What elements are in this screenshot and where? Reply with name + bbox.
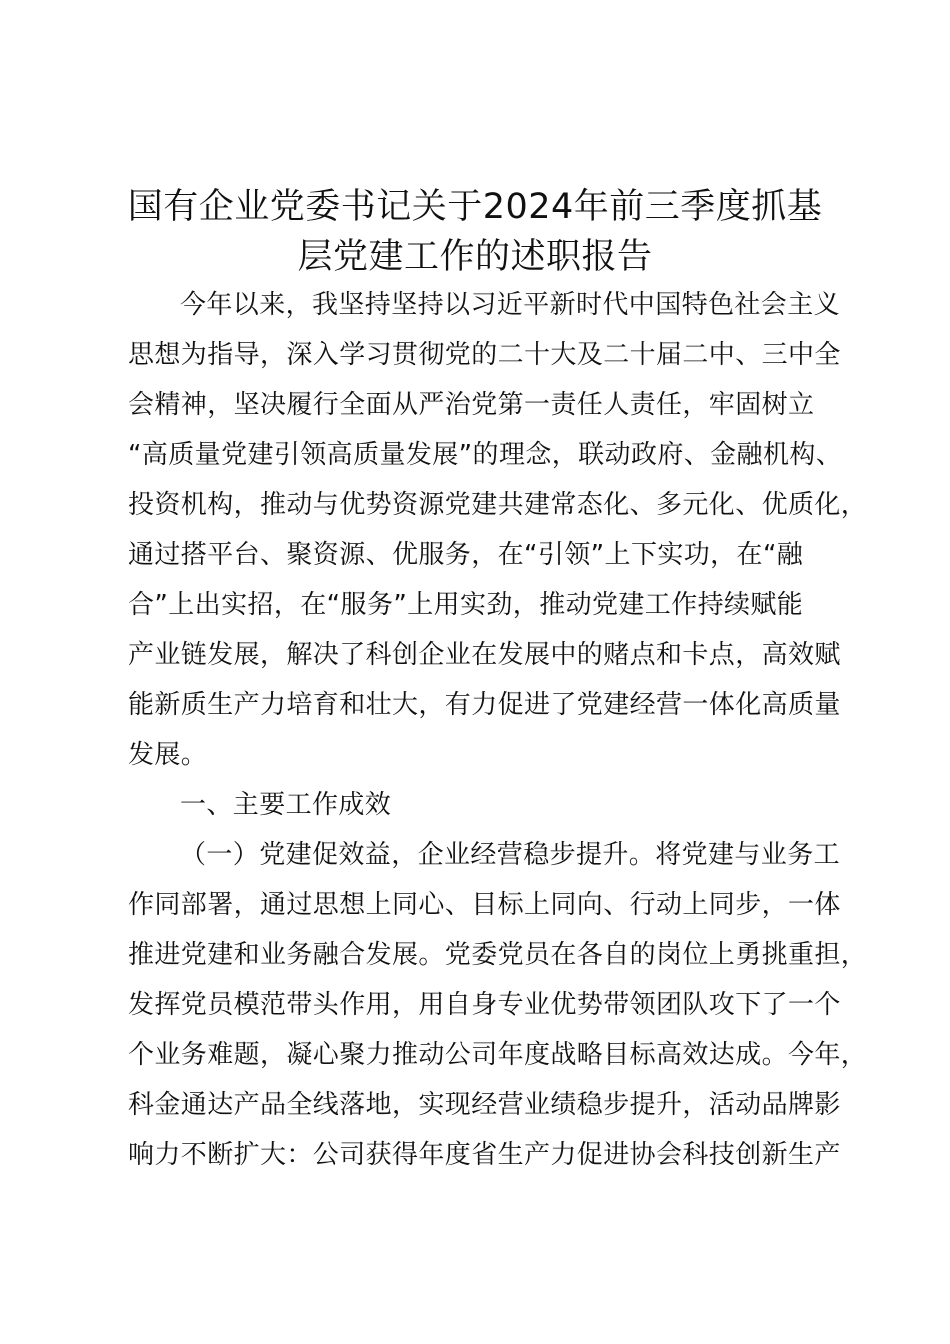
paragraph-line: 发展。 <box>128 740 208 770</box>
paragraph-line: （一）党建促效益，企业经营稳步提升。将党建与业务工 <box>180 840 841 870</box>
section-heading: 一、主要工作成效 <box>180 790 392 820</box>
paragraph-line: 产业链发展，解决了科创企业在发展中的赌点和卡点，高效赋 <box>128 640 841 670</box>
title-line: 国有企业党委书记关于2024年前三季度抓基 <box>127 187 823 227</box>
paragraph-intro <box>128 280 868 780</box>
paragraph-line: 响力不断扩大：公司获得年度省生产力促进协会科技创新生产 <box>128 1140 841 1170</box>
paragraph-line: “高质量党建引领高质量发展”的理念，联动政府、金融机构、 <box>128 440 843 470</box>
paragraph-line: 能新质生产力培育和壮大，有力促进了党建经营一体化高质量 <box>128 690 841 720</box>
paragraph-section-1 <box>128 830 868 1180</box>
paragraph-line: 科金通达产品全线落地，实现经营业绩稳步提升，活动品牌影 <box>128 1090 841 1120</box>
paragraph-line: 思想为指导，深入学习贯彻党的二十大及二十届二中、三中全 <box>128 340 841 370</box>
paragraph-line: 通过搭平台、聚资源、优服务，在“引领”上下实功，在“融 <box>128 540 804 570</box>
paragraph-line: 推进党建和业务融合发展。党委党员在各自的岗位上勇挑重担， <box>128 940 868 970</box>
paragraph-line: 投资机构，推动与优势资源党建共建常态化、多元化、优质化， <box>128 490 868 520</box>
paragraph-line: 作同部署，通过思想上同心、目标上同向、行动上同步，一体 <box>128 890 841 920</box>
paragraph-line: 今年以来，我坚持坚持以习近平新时代中国特色社会主义 <box>180 290 841 320</box>
paragraph-line: 个业务难题，凝心聚力推动公司年度战略目标高效达成。今年， <box>128 1040 868 1070</box>
document-title <box>100 182 850 282</box>
paragraph-line: 合”上出实招，在“服务”上用实劲，推动党建工作持续赋能 <box>128 590 804 620</box>
paragraph-line: 会精神，坚决履行全面从严治党第一责任人责任，牢固树立 <box>128 390 815 420</box>
paragraph-line: 发挥党员模范带头作用，用自身专业优势带领团队攻下了一个 <box>128 990 841 1020</box>
document-body <box>128 280 868 1180</box>
title-line: 层党建工作的述职报告 <box>297 237 653 277</box>
